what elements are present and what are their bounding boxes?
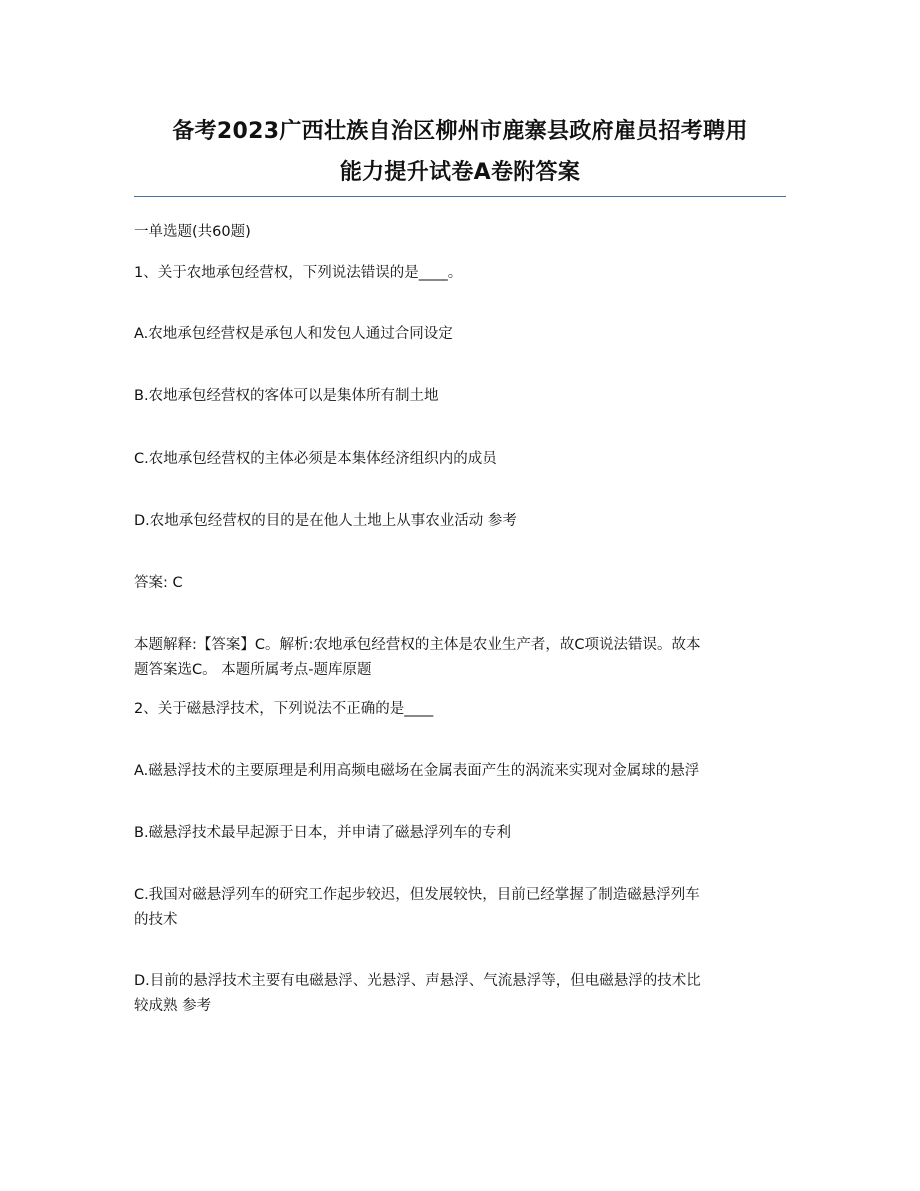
question-2-option-d-line-2: 较成熟 参考 — [134, 998, 212, 1014]
question-1-explanation-line-1: 本题解释:【答案】C。解析:农地承包经营权的主体是农业生产者，故C项说法错误。故本 — [134, 637, 701, 653]
question-2-option-d-line-1: D.目前的悬浮技术主要有电磁悬浮、光悬浮、声悬浮、气流悬浮等，但电磁悬浮的技术比 — [134, 973, 701, 989]
question-2-stem: 2、关于磁悬浮技术，下列说法不正确的是____ — [134, 701, 434, 717]
question-1-explanation-line-2: 题答案选C。 本题所属考点-题库原题 — [134, 662, 372, 678]
question-2-option-c-line-2: 的技术 — [134, 912, 178, 928]
question-1-option-d: D.农地承包经营权的目的是在他人土地上从事农业活动 参考 — [134, 513, 517, 529]
section-heading: 一单选题(共60题) — [134, 224, 251, 240]
question-1-option-a: A.农地承包经营权是承包人和发包人通过合同设定 — [134, 326, 453, 342]
question-2-option-a: A.磁悬浮技术的主要原理是利用高频电磁场在金属表面产生的涡流来实现对金属球的悬浮 — [134, 763, 700, 779]
title-divider — [134, 196, 786, 197]
question-1-stem: 1、关于农地承包经营权，下列说法错误的是____。 — [134, 265, 463, 281]
question-2-option-c-line-1: C.我国对磁悬浮列车的研究工作起步较迟，但发展较快，目前已经掌握了制造磁悬浮列车 — [134, 887, 700, 903]
question-1-answer: 答案: C — [134, 575, 183, 591]
document-title-line-2: 能力提升试卷A卷附答案 — [339, 160, 581, 185]
question-1-option-c: C.农地承包经营权的主体必须是本集体经济组织内的成员 — [134, 451, 497, 467]
document-title-line-1: 备考2023广西壮族自治区柳州市鹿寨县政府雇员招考聘用 — [172, 119, 748, 144]
question-1-option-b: B.农地承包经营权的客体可以是集体所有制土地 — [134, 388, 439, 404]
question-2-option-b: B.磁悬浮技术最早起源于日本，并申请了磁悬浮列车的专利 — [134, 825, 512, 841]
